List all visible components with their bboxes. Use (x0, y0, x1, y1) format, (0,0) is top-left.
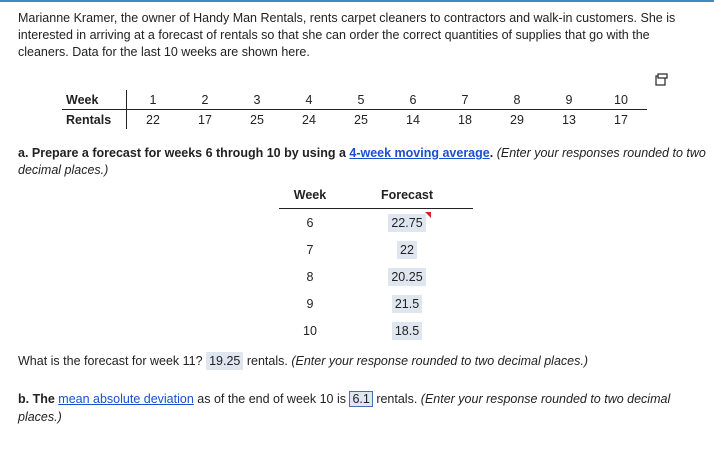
top-accent-line (0, 0, 714, 2)
rentals-data-table (62, 90, 647, 129)
forecast-table-header (279, 188, 473, 209)
rentals-cell: 24 (302, 112, 316, 127)
rentals-cell: 17 (198, 112, 212, 127)
rentals-row (62, 110, 647, 130)
part-b-question (18, 390, 698, 426)
rentals-cell: 25 (354, 112, 368, 127)
rentals-cell: 22 (146, 112, 160, 127)
forecast-row (279, 317, 473, 344)
part-a-suffix: . (489, 146, 497, 160)
rentals-cell: 13 (562, 112, 576, 127)
week-cell: 8 (491, 90, 543, 110)
forecast-answer[interactable]: 20.25 (388, 268, 425, 286)
week-row-label: Week (62, 90, 127, 110)
forecast-week: 9 (306, 296, 314, 311)
week-11-prompt: What is the forecast for week 11? (18, 354, 203, 368)
forecast-week: 8 (306, 269, 314, 284)
forecast-row (279, 236, 473, 263)
part-b-unit: rentals. (372, 392, 421, 406)
mad-answer-field[interactable]: 6.1 (349, 391, 372, 407)
week-cell: 6 (387, 90, 439, 110)
problem-intro: Marianne Kramer, the owner of Handy Man Rentals, rents carpet cleaners to contractors and walk-in customers. She is interested in arriving at a forecast of rentals so that she can order the correct quantities of supplies that go with the cleaners. Data for the last 10 weeks are shown here. (18, 11, 676, 59)
forecast-row (279, 263, 473, 290)
forecast-answer[interactable]: 22 (397, 241, 417, 259)
part-a-prefix: a. Prepare a forecast for weeks 6 through 10 by using a (18, 146, 350, 160)
week-11-question (18, 354, 588, 368)
forecast-table (279, 188, 473, 344)
forecast-value: 22.75 (391, 215, 423, 230)
forecast-column-header: Forecast (380, 188, 434, 202)
week-column-header: Week (293, 188, 327, 202)
week-cell: 9 (543, 90, 595, 110)
rentals-cell: 25 (250, 112, 264, 127)
forecast-week: 6 (306, 215, 314, 230)
week-cell: 5 (335, 90, 387, 110)
copy-data-icon[interactable] (654, 73, 668, 87)
week-11-unit: rentals. (246, 354, 288, 368)
week-cell: 4 (283, 90, 335, 110)
week-11-answer[interactable]: 19.25 (206, 352, 243, 370)
part-b-prefix: b. The (18, 392, 59, 406)
rentals-row-label: Rentals (62, 110, 127, 130)
forecast-answer[interactable] (388, 214, 425, 232)
part-a-question (18, 145, 708, 179)
forecast-week: 7 (306, 242, 314, 257)
forecast-week: 10 (303, 323, 317, 338)
forecast-row (279, 209, 473, 236)
week-cell: 3 (231, 90, 283, 110)
rentals-cell: 29 (510, 112, 524, 127)
week-cell: 7 (439, 90, 491, 110)
week-cell: 1 (127, 90, 180, 110)
part-a-instruction: (Enter your responses rounded to two decimal places.) (18, 146, 706, 177)
flag-icon (425, 212, 431, 218)
forecast-answer[interactable]: 21.5 (392, 295, 422, 313)
rentals-cell: 18 (458, 112, 472, 127)
mad-link[interactable]: mean absolute deviation (58, 392, 194, 406)
week-cell: 2 (179, 90, 231, 110)
rentals-cell: 17 (614, 112, 628, 127)
week-row (62, 90, 647, 110)
week-cell: 10 (595, 90, 647, 110)
forecast-answer[interactable]: 18.5 (392, 322, 422, 340)
week-11-instruction: (Enter your response rounded to two decimal places.) (291, 354, 588, 368)
rentals-cell: 14 (406, 112, 420, 127)
part-b-instruction: (Enter your response rounded to two decimal places.) (18, 392, 671, 424)
moving-average-link[interactable]: 4-week moving average (349, 146, 490, 160)
part-b-middle: as of the end of week 10 is (193, 392, 350, 406)
forecast-row (279, 290, 473, 317)
